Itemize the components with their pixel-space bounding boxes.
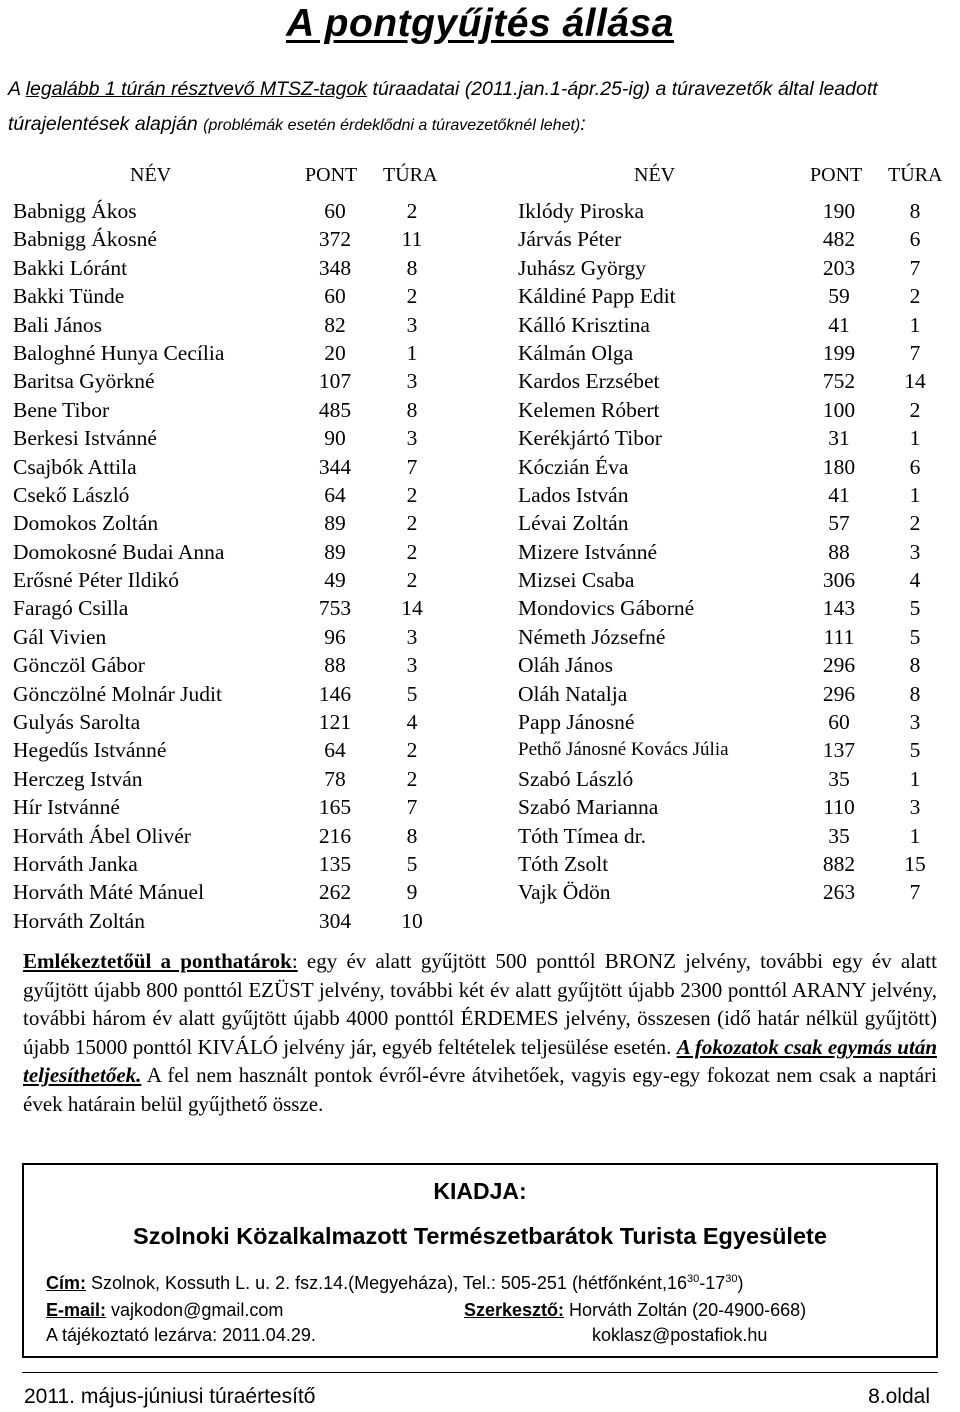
member-points: 78 (324, 766, 346, 791)
member-tours: 11 (401, 227, 423, 252)
member-points: 143 (822, 596, 856, 621)
member-points: 296 (822, 653, 856, 678)
table-row (518, 651, 948, 679)
table-row (518, 509, 948, 537)
member-name: Iklódy Piroska (518, 199, 645, 223)
member-points: 90 (324, 426, 346, 451)
table-row (518, 680, 948, 708)
member-points: 344 (318, 454, 352, 479)
member-points: 82 (324, 312, 346, 337)
table-row (13, 197, 473, 225)
member-points: 35 (828, 823, 850, 848)
table-row (518, 311, 948, 339)
member-points: 88 (324, 653, 346, 678)
member-points: 60 (324, 199, 346, 223)
left-points-table (13, 197, 473, 935)
member-name: Vajk Ödön (518, 880, 611, 905)
member-tours: 2 (909, 397, 921, 422)
member-points: 203 (822, 255, 856, 280)
publisher-box (22, 1163, 938, 1358)
intro-underlined: legalább 1 túrán résztvevő MTSZ-tagok (25, 78, 368, 100)
member-name: Kóczián Éva (518, 454, 629, 479)
member-name: Lévai Zoltán (518, 511, 629, 536)
member-tours: 1 (909, 766, 921, 791)
member-points: 137 (822, 738, 856, 763)
member-name: Bakki Lóránt (13, 255, 128, 280)
table-row (518, 765, 948, 793)
table-row (518, 367, 948, 395)
member-name: Szabó Marianna (518, 795, 659, 820)
member-name: Hegedűs Istvánné (13, 738, 167, 763)
member-points: 60 (828, 710, 850, 735)
member-points: 482 (822, 227, 856, 252)
member-tours: 2 (406, 539, 418, 564)
member-name: Csekő László (13, 482, 130, 507)
member-tours: 7 (909, 255, 921, 280)
table-row (518, 566, 948, 594)
table-row (13, 367, 473, 395)
table-row (518, 850, 948, 878)
editor-label: Szerkesztő: (464, 1300, 565, 1320)
right-points-table (518, 197, 948, 907)
member-tours: 8 (909, 199, 921, 223)
member-points: 348 (318, 255, 352, 280)
note-emphasis: A fokozatok csak egymás után teljesíthetőek. (23, 1034, 938, 1088)
member-points: 262 (318, 880, 352, 905)
email-value[interactable]: vajkodon@gmail.com (106, 1300, 284, 1320)
table-row (13, 538, 473, 566)
member-tours: 10 (401, 908, 423, 933)
member-name: Horváth Zoltán (13, 908, 145, 933)
table-row (13, 680, 473, 708)
table-row (13, 282, 473, 310)
member-points: 121 (318, 710, 352, 735)
member-name: Gönczöl Gábor (13, 653, 145, 678)
member-tours: 2 (909, 284, 921, 309)
address-value: Szolnok, Kossuth L. u. 2. fsz.14.(Megyeháza), Tel.: 505-251 (hétfőnként,16 (86, 1273, 688, 1293)
member-name: Domokosné Budai Anna (13, 539, 225, 564)
member-name: Gál Vivien (13, 624, 107, 649)
member-tours: 5 (406, 681, 418, 706)
member-name: Faragó Csilla (13, 596, 129, 621)
member-name: Horváth Ábel Olivér (13, 823, 191, 848)
member-name: Baloghné Hunya Cecília (13, 340, 225, 365)
member-name: Hír Istvánné (13, 795, 120, 820)
member-name: Horváth Janka (13, 851, 138, 876)
table-row (518, 538, 948, 566)
member-tours: 1 (909, 426, 921, 451)
table-row (13, 254, 473, 282)
member-name: Mizsei Csaba (518, 568, 635, 593)
member-tours: 2 (406, 568, 418, 593)
member-tours: 8 (406, 255, 418, 280)
header-tura: TÚRA (888, 164, 943, 186)
member-name: Domokos Zoltán (13, 511, 159, 536)
member-name: Herczeg István (13, 766, 143, 791)
member-name: Kerékjártó Tibor (518, 426, 662, 451)
member-tours: 2 (406, 738, 418, 763)
member-tours: 3 (406, 312, 418, 337)
table-row (518, 424, 948, 452)
member-points: 199 (822, 340, 856, 365)
table-row (13, 850, 473, 878)
table-row (13, 566, 473, 594)
intro-part1: A (8, 78, 26, 100)
table-row (13, 736, 473, 764)
member-name: Tóth Zsolt (518, 851, 609, 876)
member-tours: 7 (406, 795, 418, 820)
member-tours: 2 (406, 766, 418, 791)
footer-publication: 2011. május-júniusi túraértesítő (24, 1385, 316, 1408)
member-points: 296 (822, 681, 856, 706)
member-points: 216 (318, 823, 352, 848)
table-row (13, 225, 473, 253)
email-line (46, 1300, 283, 1321)
publisher-org: Szolnoki Közalkalmazott Természetbarátok Turista Egyesülete (133, 1223, 827, 1249)
member-points: 20 (324, 340, 346, 365)
member-tours: 3 (406, 653, 418, 678)
member-tours: 5 (909, 738, 921, 763)
member-tours: 5 (909, 596, 921, 621)
member-tours: 1 (909, 823, 921, 848)
member-tours: 1 (909, 312, 921, 337)
member-points: 180 (822, 454, 856, 479)
table-row (518, 822, 948, 850)
member-name: Babnigg Ákos (13, 199, 137, 223)
page-title: A pontgyűjtés állása (286, 2, 674, 45)
intro-colon: : (580, 113, 586, 135)
member-tours: 8 (406, 823, 418, 848)
member-name: Kardos Erzsébet (518, 369, 660, 394)
member-name: Káldiné Papp Edit (518, 284, 676, 309)
table-row (518, 197, 948, 225)
member-name: Papp Jánosné (518, 710, 635, 735)
member-points: 64 (324, 738, 346, 763)
member-name: Tóth Tímea dr. (518, 823, 646, 848)
member-points: 485 (318, 397, 352, 422)
member-points: 35 (828, 766, 850, 791)
note-lead-colon: : (291, 949, 298, 973)
time-sup2: 30 (725, 1273, 738, 1285)
member-points: 190 (822, 199, 856, 223)
member-name: Kálló Krisztina (518, 312, 650, 337)
table-row (13, 311, 473, 339)
member-points: 31 (828, 426, 850, 451)
table-row (13, 708, 473, 736)
table-row (518, 878, 948, 906)
member-points: 882 (822, 851, 856, 876)
member-name: Baritsa Györkné (13, 369, 155, 394)
member-tours: 9 (406, 880, 418, 905)
table-row (518, 254, 948, 282)
table-row (13, 878, 473, 906)
member-points: 60 (324, 284, 346, 309)
member-points: 263 (822, 880, 856, 905)
table-row (13, 594, 473, 622)
member-name: Járvás Péter (518, 227, 622, 252)
member-points: 107 (318, 369, 352, 394)
table-row (13, 822, 473, 850)
header-name: NÉV (130, 164, 172, 186)
table-row (13, 765, 473, 793)
member-points: 96 (324, 624, 346, 649)
member-tours: 6 (909, 227, 921, 252)
member-points: 88 (828, 539, 850, 564)
table-row (13, 509, 473, 537)
member-name: Berkesi Istvánné (13, 426, 157, 451)
table-row (518, 594, 948, 622)
member-points: 41 (828, 482, 850, 507)
closing-date: A tájékoztató lezárva: 2011.04.29. (46, 1325, 316, 1345)
table-row (13, 907, 473, 935)
member-name: Bali János (13, 312, 102, 337)
member-tours: 4 (406, 710, 418, 735)
table-row (518, 736, 948, 764)
editor-line (464, 1300, 806, 1321)
member-tours: 1 (909, 482, 921, 507)
member-name: Lados István (518, 482, 629, 507)
editor-email[interactable]: koklasz@postafiok.hu (592, 1325, 768, 1345)
member-tours: 3 (909, 795, 921, 820)
footer-divider (22, 1372, 938, 1373)
member-name: Oláh Natalja (518, 681, 628, 706)
member-points: 372 (318, 227, 352, 252)
table-row (518, 339, 948, 367)
member-tours: 5 (406, 851, 418, 876)
member-tours: 14 (904, 369, 926, 394)
table-row (518, 623, 948, 651)
member-tours: 7 (909, 340, 921, 365)
member-name: Csajbók Attila (13, 454, 137, 479)
member-name: Mizere Istvánné (518, 539, 658, 564)
member-points: 49 (324, 568, 346, 593)
table-row (518, 282, 948, 310)
member-tours: 2 (406, 482, 418, 507)
member-points: 135 (318, 851, 352, 876)
member-tours: 8 (909, 653, 921, 678)
time-end: ) (737, 1273, 744, 1293)
member-tours: 2 (909, 511, 921, 536)
member-points: 59 (828, 284, 850, 309)
table-row (518, 793, 948, 821)
member-points: 41 (828, 312, 850, 337)
member-points: 100 (822, 397, 856, 422)
member-points: 89 (324, 511, 346, 536)
member-points: 304 (318, 908, 352, 933)
table-row (13, 481, 473, 509)
member-tours: 7 (406, 454, 418, 479)
member-tours: 2 (406, 284, 418, 309)
header-name: NÉV (634, 164, 676, 186)
header-pont: PONT (810, 164, 863, 186)
member-tours: 5 (909, 624, 921, 649)
table-row (518, 453, 948, 481)
member-name: Pethő Jánosné Kovács Júlia (518, 739, 729, 761)
member-tours: 4 (909, 568, 921, 593)
member-points: 110 (823, 795, 855, 820)
table-row (13, 339, 473, 367)
table-row (518, 396, 948, 424)
address-line (46, 1273, 744, 1294)
note-body1: egy év alatt gyűjtött 500 ponttól BRONZ jelvény, további egy év alatt gyűjtött újabb 800 ponttól EZÜST jelvény, további két év alatt gyűjtött újabb 2300 ponttól ARANY jelvény, további három év alatt gyűjtött újabb 4000 ponttól ÉRDEMES jelvény, összesen (idő határ nélkül gyűjtött) újabb 15000 ponttól KIVÁLÓ jelvény jár, egyéb feltételek teljesülése esetén. (23, 949, 937, 1059)
table-row (13, 623, 473, 651)
intro-text (8, 72, 958, 143)
member-points: 165 (318, 795, 352, 820)
member-name: Gulyás Sarolta (13, 710, 141, 735)
intro-part3: túraadatai (2011.jan.1-ápr.25-ig) a túravezetők által leadott túrajelentések alapján (8, 78, 878, 135)
table-row (518, 225, 948, 253)
member-points: 753 (318, 596, 352, 621)
member-name: Gönczölné Molnár Judit (13, 681, 222, 706)
member-tours: 8 (909, 681, 921, 706)
member-tours: 1 (406, 340, 418, 365)
member-name: Bakki Tünde (13, 284, 125, 309)
time-mid: -17 (699, 1273, 726, 1293)
member-points: 64 (324, 482, 346, 507)
member-tours: 15 (904, 851, 926, 876)
member-points: 306 (822, 568, 856, 593)
member-name: Juhász György (518, 255, 646, 280)
table-row (13, 453, 473, 481)
member-tours: 2 (406, 511, 418, 536)
member-name: Erősné Péter Ildikó (13, 568, 179, 593)
member-points: 146 (318, 681, 352, 706)
member-tours: 3 (909, 710, 921, 735)
table-row (518, 708, 948, 736)
member-name: Szabó László (518, 766, 634, 791)
email-label: E-mail: (46, 1300, 107, 1320)
note-lead: Emlékeztetőül a ponthatárok (23, 949, 292, 973)
member-points: 752 (822, 369, 856, 394)
point-thresholds-note (23, 947, 937, 1119)
note-body2: A fel nem használt pontok évről-évre átvihetőek, vagyis egy-egy fokozat nem csak a naptári évek határain belül gyűjthető össze. (23, 1063, 937, 1116)
member-tours: 6 (909, 454, 921, 479)
table-row (13, 396, 473, 424)
member-tours: 7 (909, 880, 921, 905)
member-points: 57 (828, 511, 850, 536)
publisher-heading: KIADJA: (433, 1178, 527, 1204)
member-name: Bene Tibor (13, 397, 110, 422)
header-tura: TÚRA (383, 164, 438, 186)
member-tours: 8 (406, 397, 418, 422)
member-name: Oláh János (518, 653, 613, 678)
table-row (13, 424, 473, 452)
intro-note: (problémák esetén érdeklődni a túravezetőknél lehet) (203, 117, 581, 134)
editor-value: Horváth Zoltán (20-4900-668) (564, 1300, 807, 1320)
member-points: 89 (324, 539, 346, 564)
member-tours: 3 (406, 369, 418, 394)
member-name: Kálmán Olga (518, 340, 634, 365)
table-row (13, 651, 473, 679)
table-row (518, 481, 948, 509)
footer-page-number: 8.oldal (868, 1385, 930, 1408)
member-name: Mondovics Gáborné (518, 596, 695, 621)
member-tours: 14 (401, 596, 423, 621)
header-pont: PONT (305, 164, 358, 186)
member-tours: 2 (406, 199, 418, 223)
member-points: 111 (823, 624, 855, 649)
address-label: Cím: (46, 1273, 86, 1293)
member-tours: 3 (406, 624, 418, 649)
table-row (13, 793, 473, 821)
member-name: Németh Józsefné (518, 624, 666, 649)
member-tours: 3 (406, 426, 418, 451)
member-name: Kelemen Róbert (518, 397, 660, 422)
time-sup1: 30 (687, 1273, 700, 1285)
member-name: Babnigg Ákosné (13, 227, 157, 252)
member-tours: 3 (909, 539, 921, 564)
member-name: Horváth Máté Mánuel (13, 880, 205, 905)
